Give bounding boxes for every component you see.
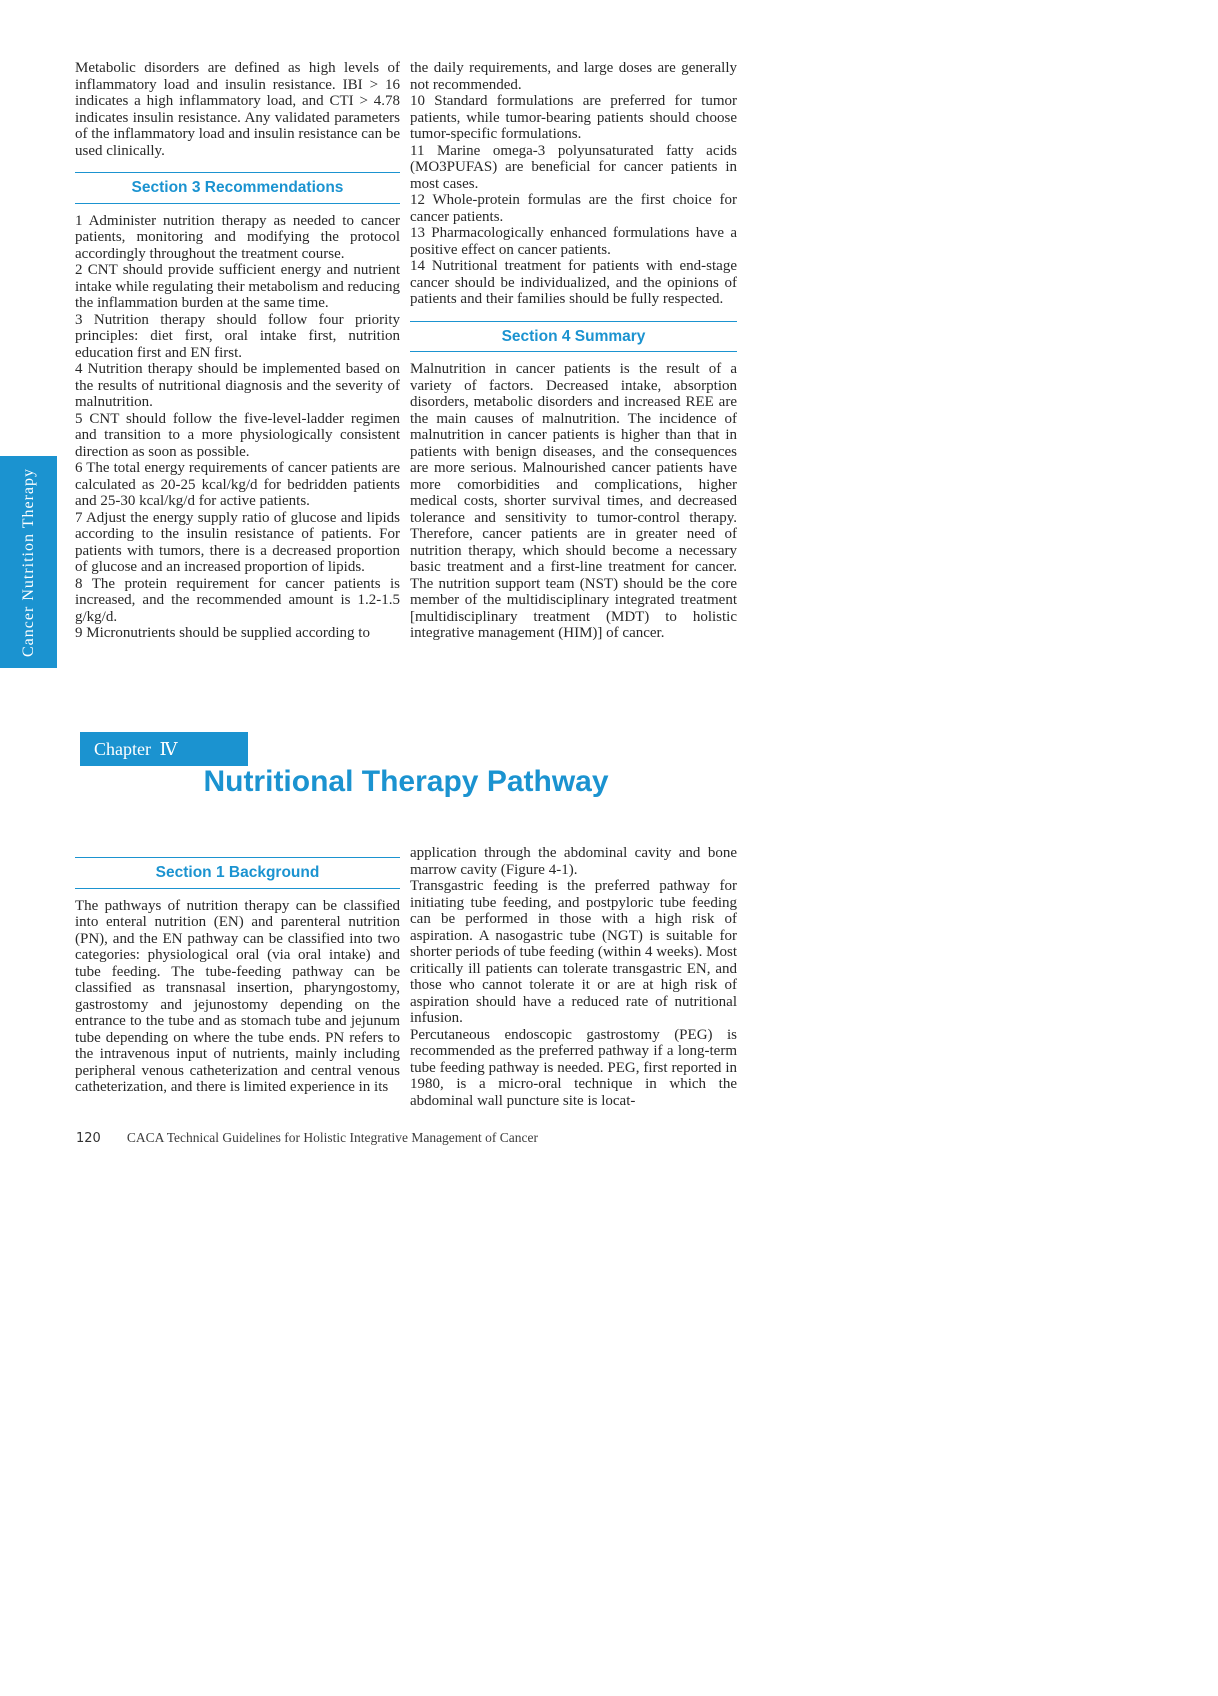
page-number: 120 [76, 1131, 101, 1146]
bottom-left-column [75, 843, 400, 1096]
pathway-paragraph-1: application through the abdominal cavity and bone marrow cavity (Figure 4-1). [410, 845, 737, 878]
pathway-paragraph-2: Transgastric feeding is the preferred pathway for initiating tube feeding, and postpyloric tube feeding can be performed in those with a high risk of aspiration. A nasogastric tube (NGT) is suitable for shorter periods of tube feeding (within 4 weeks). Most critically ill patients can tolerate transgastric EN, and those who cannot tolerate it or are at high risk of aspiration should have a reduced rate of nutritional infusion. [410, 878, 738, 1026]
background-paragraph: The pathways of nutrition therapy can be classified into enteral nutrition (EN) and parenteral nutrition (PN), and the EN pathway can be classified into two categories: physiological oral (via oral intake) and tube feeding. The tube-feeding pathway can be classified as transnasal insertion, pharyngostomy, gastrostomy and jejunostomy depending on the entrance to the tube and as stomach tube and jejunum tube depending on where the tube ends. PN refers to the intravenous input of nutrients, mainly including peripheral venous catheterization and central venous catheterization, and there is limited experience in its [75, 897, 400, 1095]
recommendation-item-4: 4 Nutrition therapy should be implemented based on the results of nutritional diagnosis and the severity of malnutrition. [75, 361, 400, 410]
summary-paragraph: Malnutrition in cancer patients is the result of a variety of factors. Decreased intake, absorption disorders, metabolic disorders and increased REE are the main causes of malnutrition. The incidence of malnutrition in cancer patients is higher than that in patients with benign diseases, and the consequences are more serious. Malnourished cancer patients have more comorbidities and complications, higher medical costs, shorter survival times, and decreased tolerance and sensitivity to tumor-control therapy. Therefore, cancer patients are in greater need of nutrition therapy, which should become a necessary basic treatment and a first-line treatment for cancer. The nutrition support team (NST) should be the core member of the multidisciplinary integrated treatment [multidisciplinary treatment (MDT) to holistic integrative management (HIM)] of cancer. [410, 361, 737, 641]
recommendation-item-14: 14 Nutritional treatment for patients with end-stage cancer should be individualized, and the opinions of patients and their families should be fully respected. [410, 258, 737, 307]
recommendation-item-13: 13 Pharmacologically enhanced formulations have a positive effect on cancer patients. [410, 225, 737, 258]
section-1-heading: Section 1 Background [75, 857, 400, 889]
recommendation-item-5: 5 CNT should follow the five-level-ladder regimen and transition to a more physiologically consistent direction as soon as possible. [75, 410, 400, 460]
section-4-heading: Section 4 Summary [410, 321, 737, 353]
top-right-column [410, 60, 737, 642]
recommendation-item-1: 1 Administer nutrition therapy as needed to cancer patients, monitoring and modifying the protocol accordingly throughout the treatment course. [75, 212, 400, 262]
chapter-box [80, 732, 248, 766]
recommendation-item-7: 7 Adjust the energy supply ratio of glucose and lipids according to the insulin resistance of patients. For patients with tumors, there is a decreased proportion of glucose and an increased proportion of lipids. [75, 509, 400, 575]
section-3-heading: Section 3 Recommendations [75, 172, 400, 204]
page-footer [76, 1130, 538, 1146]
pathway-paragraph-3: Percutaneous endoscopic gastrostomy (PEG) is recommended as the preferred pathway if a long-term tube feeding pathway is needed. PEG, first reported in 1980, is a micro-oral technique in which the abdominal wall puncture site is locat- [410, 1026, 737, 1109]
recommendation-item-9: 9 Micronutrients should be supplied according to [75, 625, 370, 641]
recommendation-item-3: 3 Nutrition therapy should follow four priority principles: diet first, oral intake first, nutrition education first and EN first. [75, 311, 400, 361]
recommendation-item-8: 8 The protein requirement for cancer patients is increased, and the recommended amount is 1.2-1.5 g/kg/d. [75, 575, 400, 625]
recommendation-item-12: 12 Whole-protein formulas are the first choice for cancer patients. [410, 192, 737, 225]
side-tab-label: Cancer Nutrition Therapy [19, 467, 37, 657]
chapter-title: Nutritional Therapy Pathway [203, 765, 609, 798]
chapter-side-tab [0, 456, 57, 668]
chapter-box-label: Chapter Ⅳ [94, 738, 178, 759]
recommendation-item-11: 11 Marine omega-3 polyunsaturated fatty acids (MO3PUFAS) are beneficial for cancer patients in most cases. [410, 142, 737, 192]
running-title: CACA Technical Guidelines for Holistic Integrative Management of Cancer [126, 1130, 539, 1145]
top-left-column [75, 60, 400, 642]
recommendation-item-6: 6 The total energy requirements of cancer patients are calculated as 20-25 kcal/kg/d for bedridden patients and 25-30 kcal/kg/d for active patients. [75, 460, 400, 509]
bottom-right-column [410, 845, 737, 1109]
continuation-paragraph: the daily requirements, and large doses are generally not recommended. [410, 60, 737, 93]
intro-paragraph: Metabolic disorders are defined as high levels of inflammatory load and insulin resistance. IBI > 16 indicates a high inflammatory load, and CTI > 4.78 indicates insulin resistance. Any validated parameters of the inflammatory load and insulin resistance can be used clinically. [75, 60, 400, 159]
recommendation-item-2: 2 CNT should provide sufficient energy and nutrient intake while regulating their metabolism and reducing the inflammation burden at the same time. [75, 262, 400, 311]
recommendation-item-10: 10 Standard formulations are preferred for tumor patients, while tumor-bearing patients should choose tumor-specific formulations. [410, 93, 737, 142]
